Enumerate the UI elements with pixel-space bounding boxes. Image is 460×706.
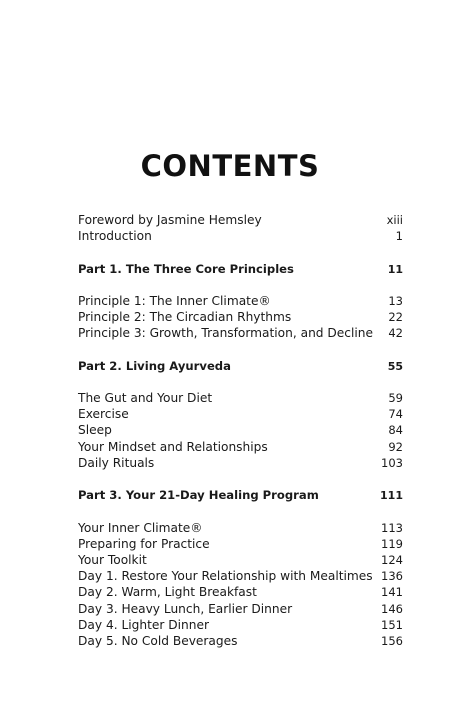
toc-page-number: 151 [381,617,403,632]
toc-entry[interactable] [78,617,403,633]
toc-entry[interactable] [78,228,403,244]
toc-entry-label: Your Inner Climate® [78,520,203,535]
toc-page-number: 136 [381,569,403,584]
toc-page-number: 84 [388,423,403,438]
toc-part-label: Part 2. Living Ayurveda [78,358,231,373]
toc-page-number: 119 [381,536,403,551]
toc-entry-label: Day 5. No Cold Beverages [78,633,238,648]
toc-entry[interactable] [78,309,403,325]
section-spacer [78,342,403,358]
toc-part-label: Part 1. The Three Core Principles [78,261,294,276]
toc-entry-label: Day 3. Heavy Lunch, Earlier Dinner [78,601,293,616]
toc-entry-label: Preparing for Practice [78,536,210,551]
toc-page-number: xiii [386,213,403,227]
toc-page-number: 59 [388,391,403,406]
toc-page-number: 92 [388,439,403,454]
toc-page-number: 124 [381,552,403,567]
toc-entry-label: Exercise [78,407,129,422]
section-spacer [78,503,403,519]
toc-entry[interactable] [78,552,403,568]
toc-entry[interactable] [78,422,403,438]
section-spacer [78,471,403,487]
section-spacer [78,277,403,293]
toc-part-heading[interactable] [78,261,403,277]
toc-entry[interactable] [78,584,403,600]
toc-entry-label: Principle 2: The Circadian Rhythms [78,310,292,325]
toc-page-number: 11 [387,262,403,276]
toc-entry-label: Sleep [78,423,112,438]
toc-page-number: 13 [388,293,403,308]
toc-page-number: 146 [381,601,403,616]
toc-page-number: 111 [380,489,403,503]
section-spacer [78,244,403,260]
toc-entry[interactable] [78,601,403,617]
page-title: CONTENTS [140,149,320,183]
toc-entry[interactable] [78,325,403,341]
toc-entry-label: Foreword by Jasmine Hemsley [78,213,262,227]
toc-page-number: 156 [381,633,403,648]
toc-entry[interactable] [78,390,403,406]
toc-entry-label: Principle 1: The Inner Climate® [78,293,271,308]
toc-page-number: 74 [388,407,403,422]
section-spacer [78,374,403,390]
toc-entry[interactable] [78,520,403,536]
toc-page-number: 141 [381,585,403,600]
toc-page-number: 1 [395,229,403,244]
toc-entry[interactable] [78,455,403,471]
toc-entry[interactable] [78,212,403,228]
toc-page-number: 103 [381,455,403,470]
toc-entry-label: Day 1. Restore Your Relationship with Mealtimes [78,569,373,584]
toc-entry-label: Day 2. Warm, Light Breakfast [78,585,257,600]
toc-page-number: 113 [381,520,403,535]
toc-page-number: 22 [388,310,403,325]
toc-part-heading[interactable] [78,487,403,503]
toc-entry-label: The Gut and Your Diet [78,391,213,406]
toc-page-number: 55 [387,359,403,373]
toc-entry[interactable] [78,536,403,552]
toc-entry-label: Introduction [78,229,152,244]
toc-entry-label: Your Mindset and Relationships [78,439,268,454]
toc-entry-label: Day 4. Lighter Dinner [78,617,209,632]
toc-entry-label: Your Toolkit [78,552,147,567]
toc-entry[interactable] [78,439,403,455]
toc-entry[interactable] [78,568,403,584]
toc-page-number: 42 [388,326,403,341]
toc-entry-label: Daily Rituals [78,455,155,470]
toc-entry-label: Principle 3: Growth, Transformation, and Decline [78,326,373,341]
toc-part-label: Part 3. Your 21-Day Healing Program [78,488,319,503]
toc-part-heading[interactable] [78,358,403,374]
toc-entry[interactable] [78,633,403,649]
table-of-contents [78,212,403,649]
toc-entry[interactable] [78,293,403,309]
toc-entry[interactable] [78,406,403,422]
